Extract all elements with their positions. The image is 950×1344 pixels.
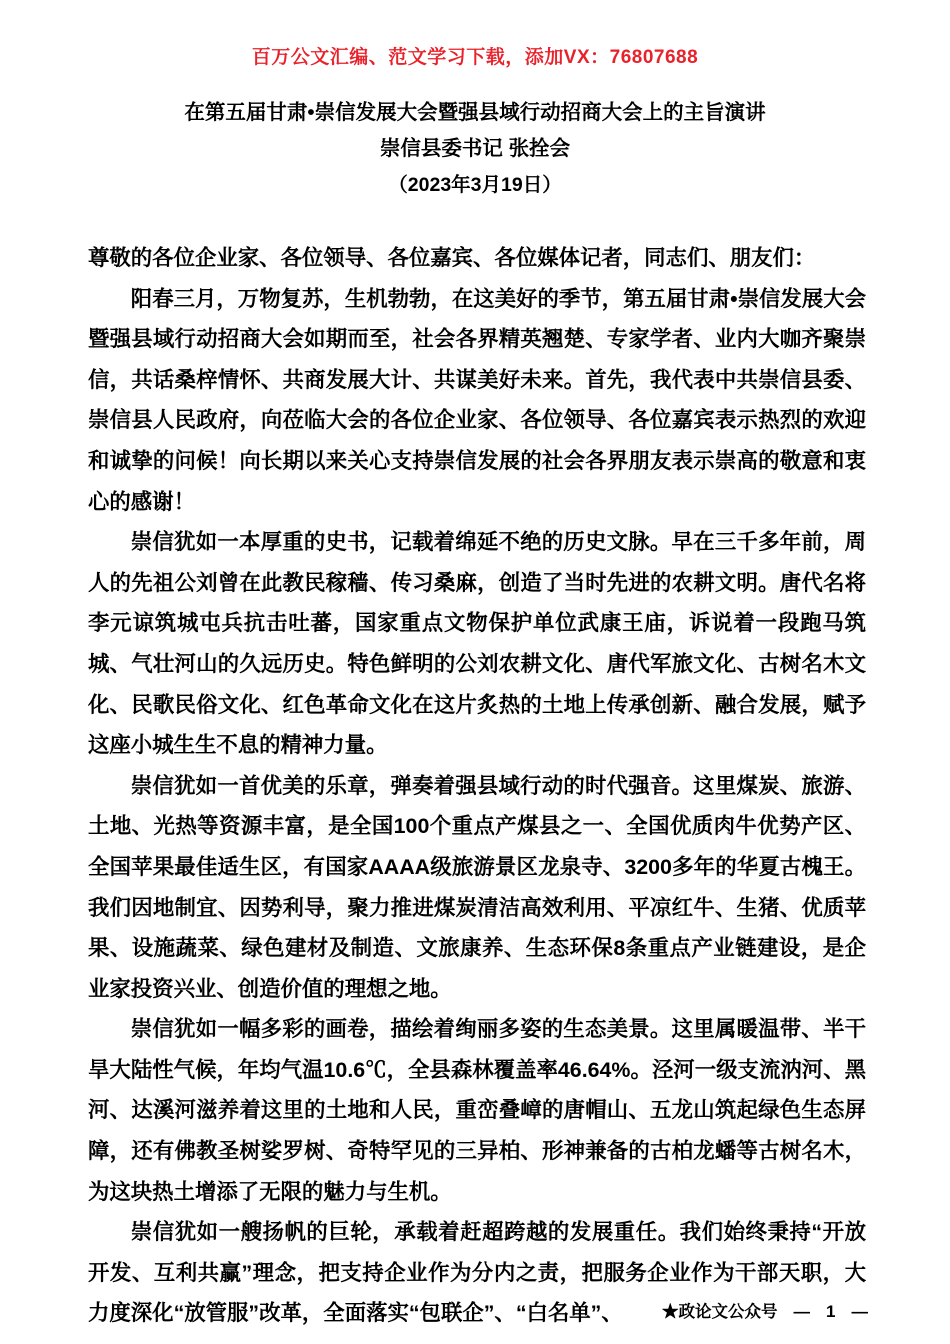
paragraph-5: 崇信犹如一艘扬帆的巨轮，承载着赶超跨越的发展重任。我们始终秉持“开放开发、互利共赢”理念，把支持企业作为分内之责，把服务企业作为干部天职，大力度深化“放管服”改革，全面落实“包联企”、“白名单”、 [88,1220,866,1326]
paragraph-salutation: 尊敬的各位企业家、各位领导、各位嘉宾、各位媒体记者，同志们、朋友们： [88,246,816,270]
paragraph-2: 崇信犹如一本厚重的史书，记载着绵延不绝的历史文脉。早在三千多年前，周人的先祖公刘曾在此教民稼穑、传习桑麻，创造了当时先进的农耕文明。唐代名将李元谅筑城屯兵抗击吐蕃，国家重点文物保护单位武康王庙，诉说着一段跑马筑城、气壮河山的久远历史。特色鲜明的公刘农耕文化、唐代军旅文化、古树名木文化、民歌民俗文化、红色革命文化在这片炙热的土地上传承创新、融合发展，赋予这座小城生生不息的精神力量。 [88,530,866,758]
promo-watermark-text: 百万公文汇编、范文学习下载，添加VX：76807688 [251,47,699,68]
paragraph-1: 阳春三月，万物复苏，生机勃勃，在这美好的季节，第五届甘肃•崇信发展大会暨强县域行动招商大会如期而至，社会各界精英翘楚、专家学者、业内大咖齐聚崇信，共话桑梓情怀、共商发展大计、共谋美好未来。首先，我代表中共崇信县委、崇信县人民政府，向莅临大会的各位企业家、各位领导、各位嘉宾表示热烈的欢迎和诚挚的问候！向长期以来关心支持崇信发展的社会各界朋友表示崇高的敬意和衷心的感谢！ [88,286,866,514]
page-footer [0,1294,950,1322]
paragraph-4: 崇信犹如一幅多彩的画卷，描绘着绚丽多姿的生态美景。这里属暖温带、半干旱大陆性气候，年均气温10.6℃，全县森林覆盖率46.64%。泾河一级支流汭河、黑河、达溪河滋养着这里的土地和人民，重峦叠嶂的唐帽山、五龙山筑起绿色生态屏障，还有佛教圣树娑罗树、奇特罕见的三异柏、形神兼备的古柏龙蟠等古树名木，为这块热土增添了无限的魅力与生机。 [88,1017,866,1204]
footer-dash-right: — [851,1303,868,1321]
page-title: 在第五届甘肃•崇信发展大会暨强县域行动招商大会上的主旨演讲 [184,101,766,124]
footer-dash-left: — [793,1303,811,1321]
page-number: 1 [826,1302,836,1321]
document-body [88,238,866,1334]
paragraph-3: 崇信犹如一首优美的乐章，弹奏着强县域行动的时代强音。这里煤炭、旅游、土地、光热等资源丰富，是全国100个重点产煤县之一、全国优质肉牛优势产区、全国苹果最佳适生区，有国家AAAA级旅游景区龙泉寺、3200多年的华夏古槐王。我们因地制宜、因势利导，聚力推进煤炭清洁高效利用、平凉红牛、生猪、优质苹果、设施蔬菜、绿色建材及制造、文旅康养、生态环保8条重点产业链建设，是企业家投资兴业、创造价值的理想之地。 [88,773,866,1001]
publisher-mark: ★政论文公众号 [662,1303,778,1321]
document-date: （2023年3月19日） [388,174,562,196]
document-subtitle: 崇信县委书记 张拴会 [379,137,571,160]
